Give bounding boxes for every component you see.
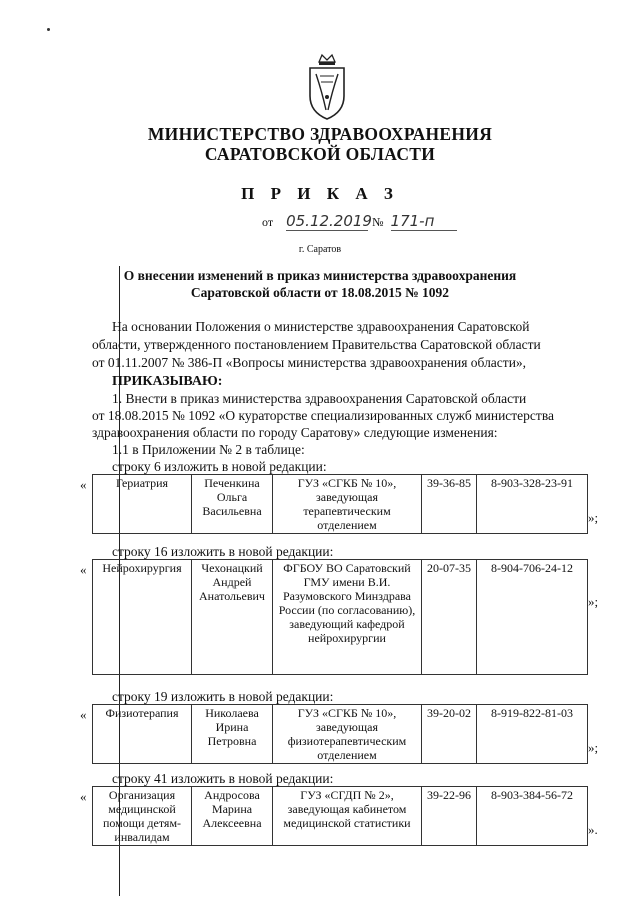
row19-intro: строку 19 изложить в новой редакции: [112, 689, 334, 704]
quote-open: « [80, 789, 87, 804]
item1-line1: 1. Внести в приказ министерства здравоохранения Саратовской области [112, 391, 527, 406]
basis-line3: от 01.11.2007 № 386-П «Вопросы министерства здравоохранения области», [92, 355, 527, 370]
quote-close: »; [588, 594, 599, 609]
org-cell: ГУЗ «СГКБ № 10», заведующая физиотерапевтическим отделением [273, 705, 422, 764]
ministry-name-line2: САРАТОВСКОЙ ОБЛАСТИ [204, 144, 436, 164]
quote-open: « [80, 477, 87, 492]
number-prefix: № [372, 215, 384, 229]
mobile-cell: 8-903-384-56-72 [477, 787, 588, 846]
org-cell: ГУЗ «СГКБ № 10», заведующая терапевтическим отделением [273, 475, 422, 534]
specialty-cell: Физиотерапия [93, 705, 192, 764]
table-row [93, 560, 588, 675]
table-row [93, 787, 588, 846]
row16-table [92, 559, 588, 675]
table-row [93, 705, 588, 764]
name-cell: Печенкина Ольга Васильевна [192, 475, 273, 534]
name-cell: Николаева Ирина Петровна [192, 705, 273, 764]
item1-line3: здравоохранения области по городу Саратову» следующие изменения: [92, 425, 498, 440]
subject-line2: Саратовской области от 18.08.2015 № 1092 [190, 285, 450, 300]
phone-cell: 39-20-02 [422, 705, 477, 764]
basis-line2: области, утвержденного постановлением Правительства Саратовской области [92, 337, 541, 352]
table-row [93, 475, 588, 534]
specialty-cell: Гериатрия [93, 475, 192, 534]
row41-table [92, 786, 588, 846]
quote-close: »; [588, 510, 599, 525]
row6-table [92, 474, 588, 534]
specialty-cell: Организация медицинской помощи детям-инвалидам [93, 787, 192, 846]
name-cell: Андросова Марина Алексеевна [192, 787, 273, 846]
specialty-cell: Нейрохирургия [93, 560, 192, 675]
phone-cell: 39-22-96 [422, 787, 477, 846]
item1-line2: от 18.08.2015 № 1092 «О кураторстве специализированных служб министерства [92, 408, 555, 423]
scan-speck [47, 28, 50, 31]
ministry-name-line1: МИНИСТЕРСТВО ЗДРАВООХРАНЕНИЯ [147, 124, 493, 144]
org-cell: ГУЗ «СГДП № 2», заведующая кабинетом медицинской статистики [273, 787, 422, 846]
row41-intro: строку 41 изложить в новой редакции: [112, 771, 334, 786]
row19-table [92, 704, 588, 764]
mobile-cell: 8-919-822-81-03 [477, 705, 588, 764]
row6-intro: строку 6 изложить в новой редакции: [112, 459, 327, 474]
mobile-cell: 8-903-328-23-91 [477, 475, 588, 534]
quote-open: « [80, 707, 87, 722]
quote-close: »; [588, 740, 599, 755]
basis-line1: На основании Положения о министерстве здравоохранения Саратовской [112, 319, 530, 334]
date-prefix: от [262, 215, 274, 229]
subject-line1: О внесении изменений в приказ министерства здравоохранения [123, 268, 517, 283]
org-cell: ФГБОУ ВО Саратовский ГМУ имени В.И. Разумовского Минздрава России (по согласованию), заведующий кафедрой нейрохирургии [273, 560, 422, 675]
phone-cell: 39-36-85 [422, 475, 477, 534]
phone-cell: 20-07-35 [422, 560, 477, 675]
mobile-cell: 8-904-706-24-12 [477, 560, 588, 675]
order-word: ПРИКАЗЫВАЮ: [112, 374, 223, 389]
quote-close: ». [588, 822, 598, 837]
order-number-handwritten: 171-п [391, 212, 457, 231]
quote-open: « [80, 562, 87, 577]
city: г. Саратов [298, 244, 342, 255]
order-date-line [262, 212, 457, 231]
row16-intro: строку 16 изложить в новой редакции: [112, 544, 334, 559]
order-date-handwritten: 05.12.2019 [286, 212, 372, 230]
coat-of-arms-emblem [302, 52, 352, 122]
item1-1: 1.1 в Приложении № 2 в таблице: [112, 442, 305, 457]
name-cell: Чехонацкий Андрей Анатольевич [192, 560, 273, 675]
order-title: П Р И К А З [241, 184, 399, 203]
